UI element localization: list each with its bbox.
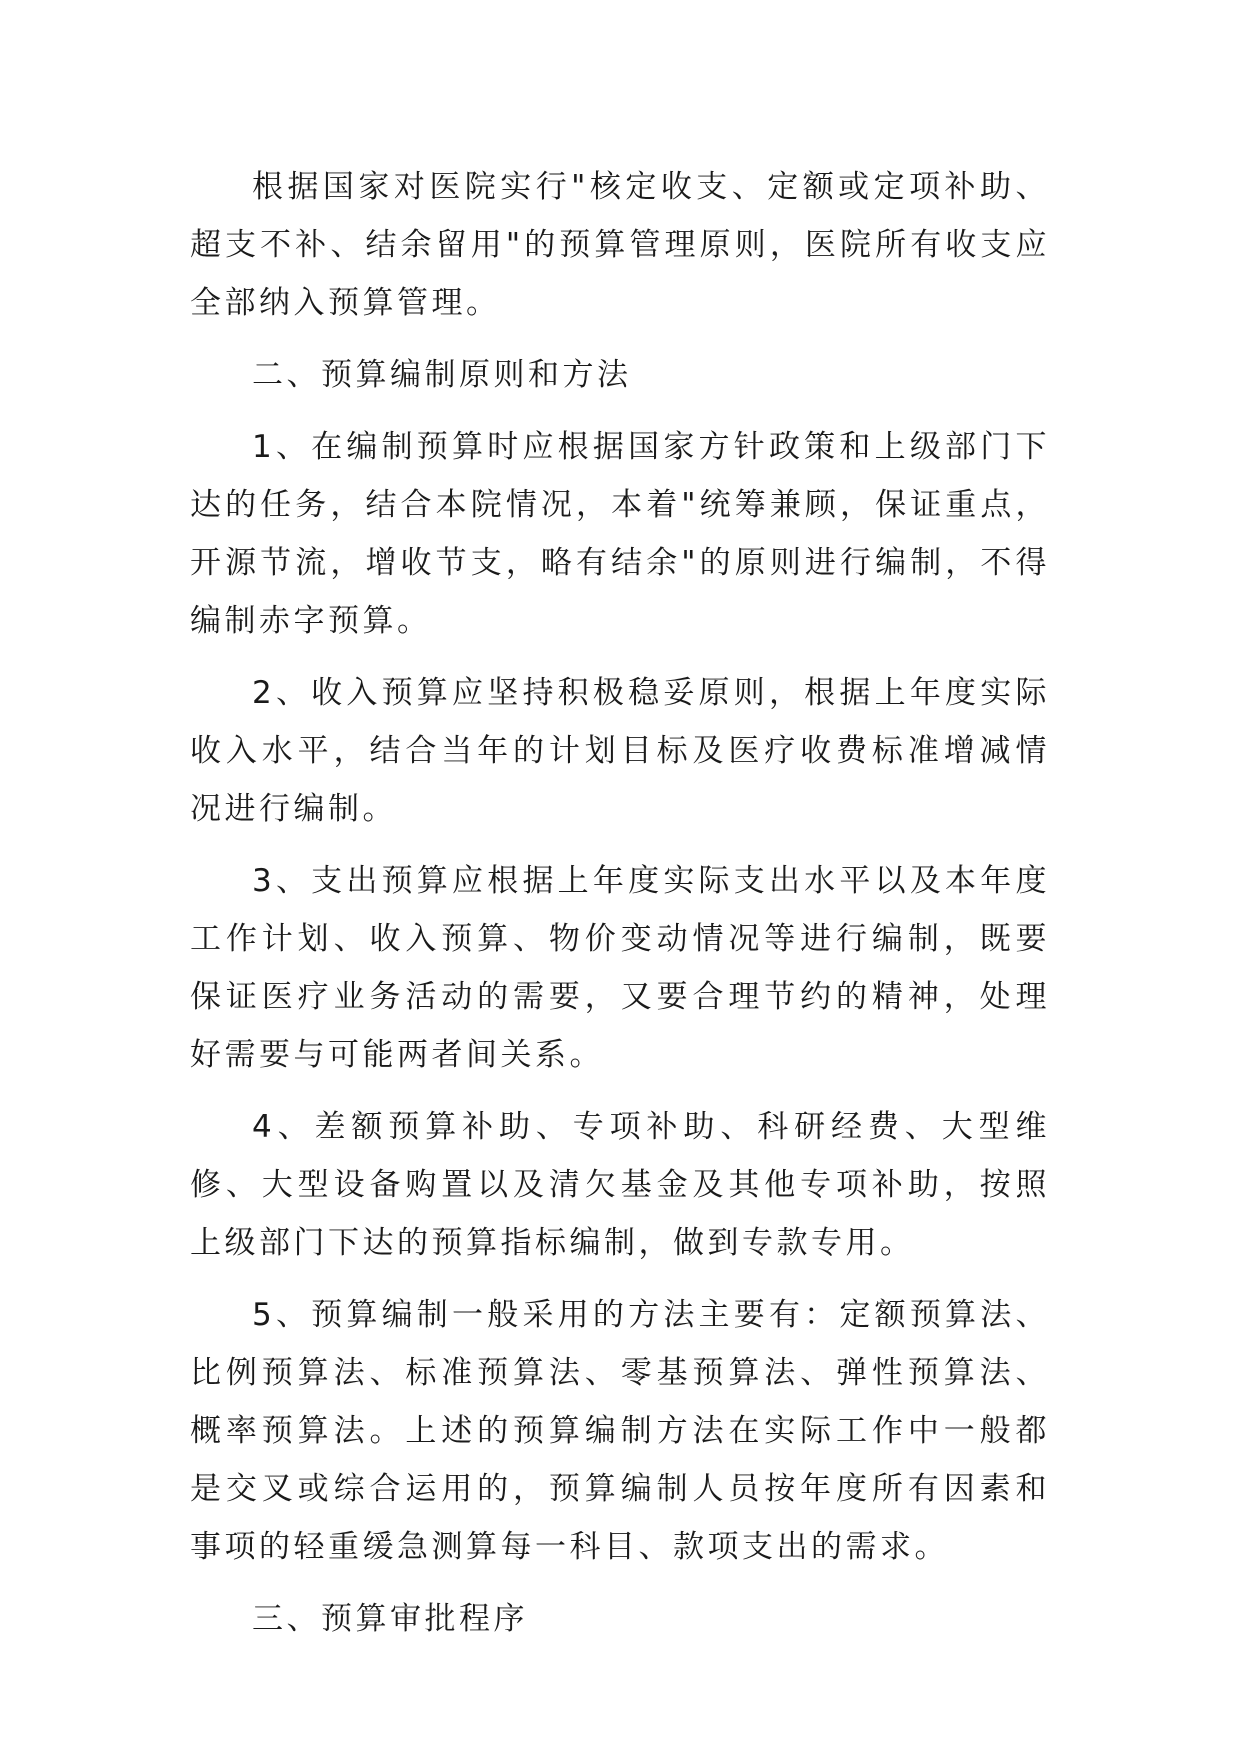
section-heading-compilation: 二、预算编制原则和方法: [252, 357, 632, 393]
paragraph-item-2: 2、收入预算应坚持积极稳妥原则，根据上年度实际收入水平，结合当年的计划目标及医疗收费标准增减情况进行编制。: [190, 675, 1050, 827]
section-heading-approval: 三、预算审批程序: [252, 1601, 528, 1637]
paragraph-item-3: 3、支出预算应根据上年度实际支出水平以及本年度工作计划、收入预算、物价变动情况等进行编制，既要保证医疗业务活动的需要，又要合理节约的精神，处理好需要与可能两者间关系。: [190, 863, 1050, 1073]
paragraph-item-1: 1、在编制预算时应根据国家方针政策和上级部门下达的任务，结合本院情况，本着"统筹兼顾，保证重点，开源节流，增收节支，略有结余"的原则进行编制，不得编制赤字预算。: [190, 429, 1050, 639]
paragraph-item-4: 4、差额预算补助、专项补助、科研经费、大型维修、大型设备购置以及清欠基金及其他专项补助，按照上级部门下达的预算指标编制，做到专款专用。: [190, 1109, 1050, 1261]
paragraph-budget-principle: 根据国家对医院实行"核定收支、定额或定项补助、超支不补、结余留用"的预算管理原则，医院所有收支应全部纳入预算管理。: [190, 169, 1050, 321]
document-body: [190, 158, 1050, 1662]
paragraph-item-5: 5、预算编制一般采用的方法主要有：定额预算法、比例预算法、标准预算法、零基预算法、弹性预算法、概率预算法。上述的预算编制方法在实际工作中一般都是交叉或综合运用的，预算编制人员按年度所有因素和事项的轻重缓急测算每一科目、款项支出的需求。: [190, 1297, 1050, 1565]
